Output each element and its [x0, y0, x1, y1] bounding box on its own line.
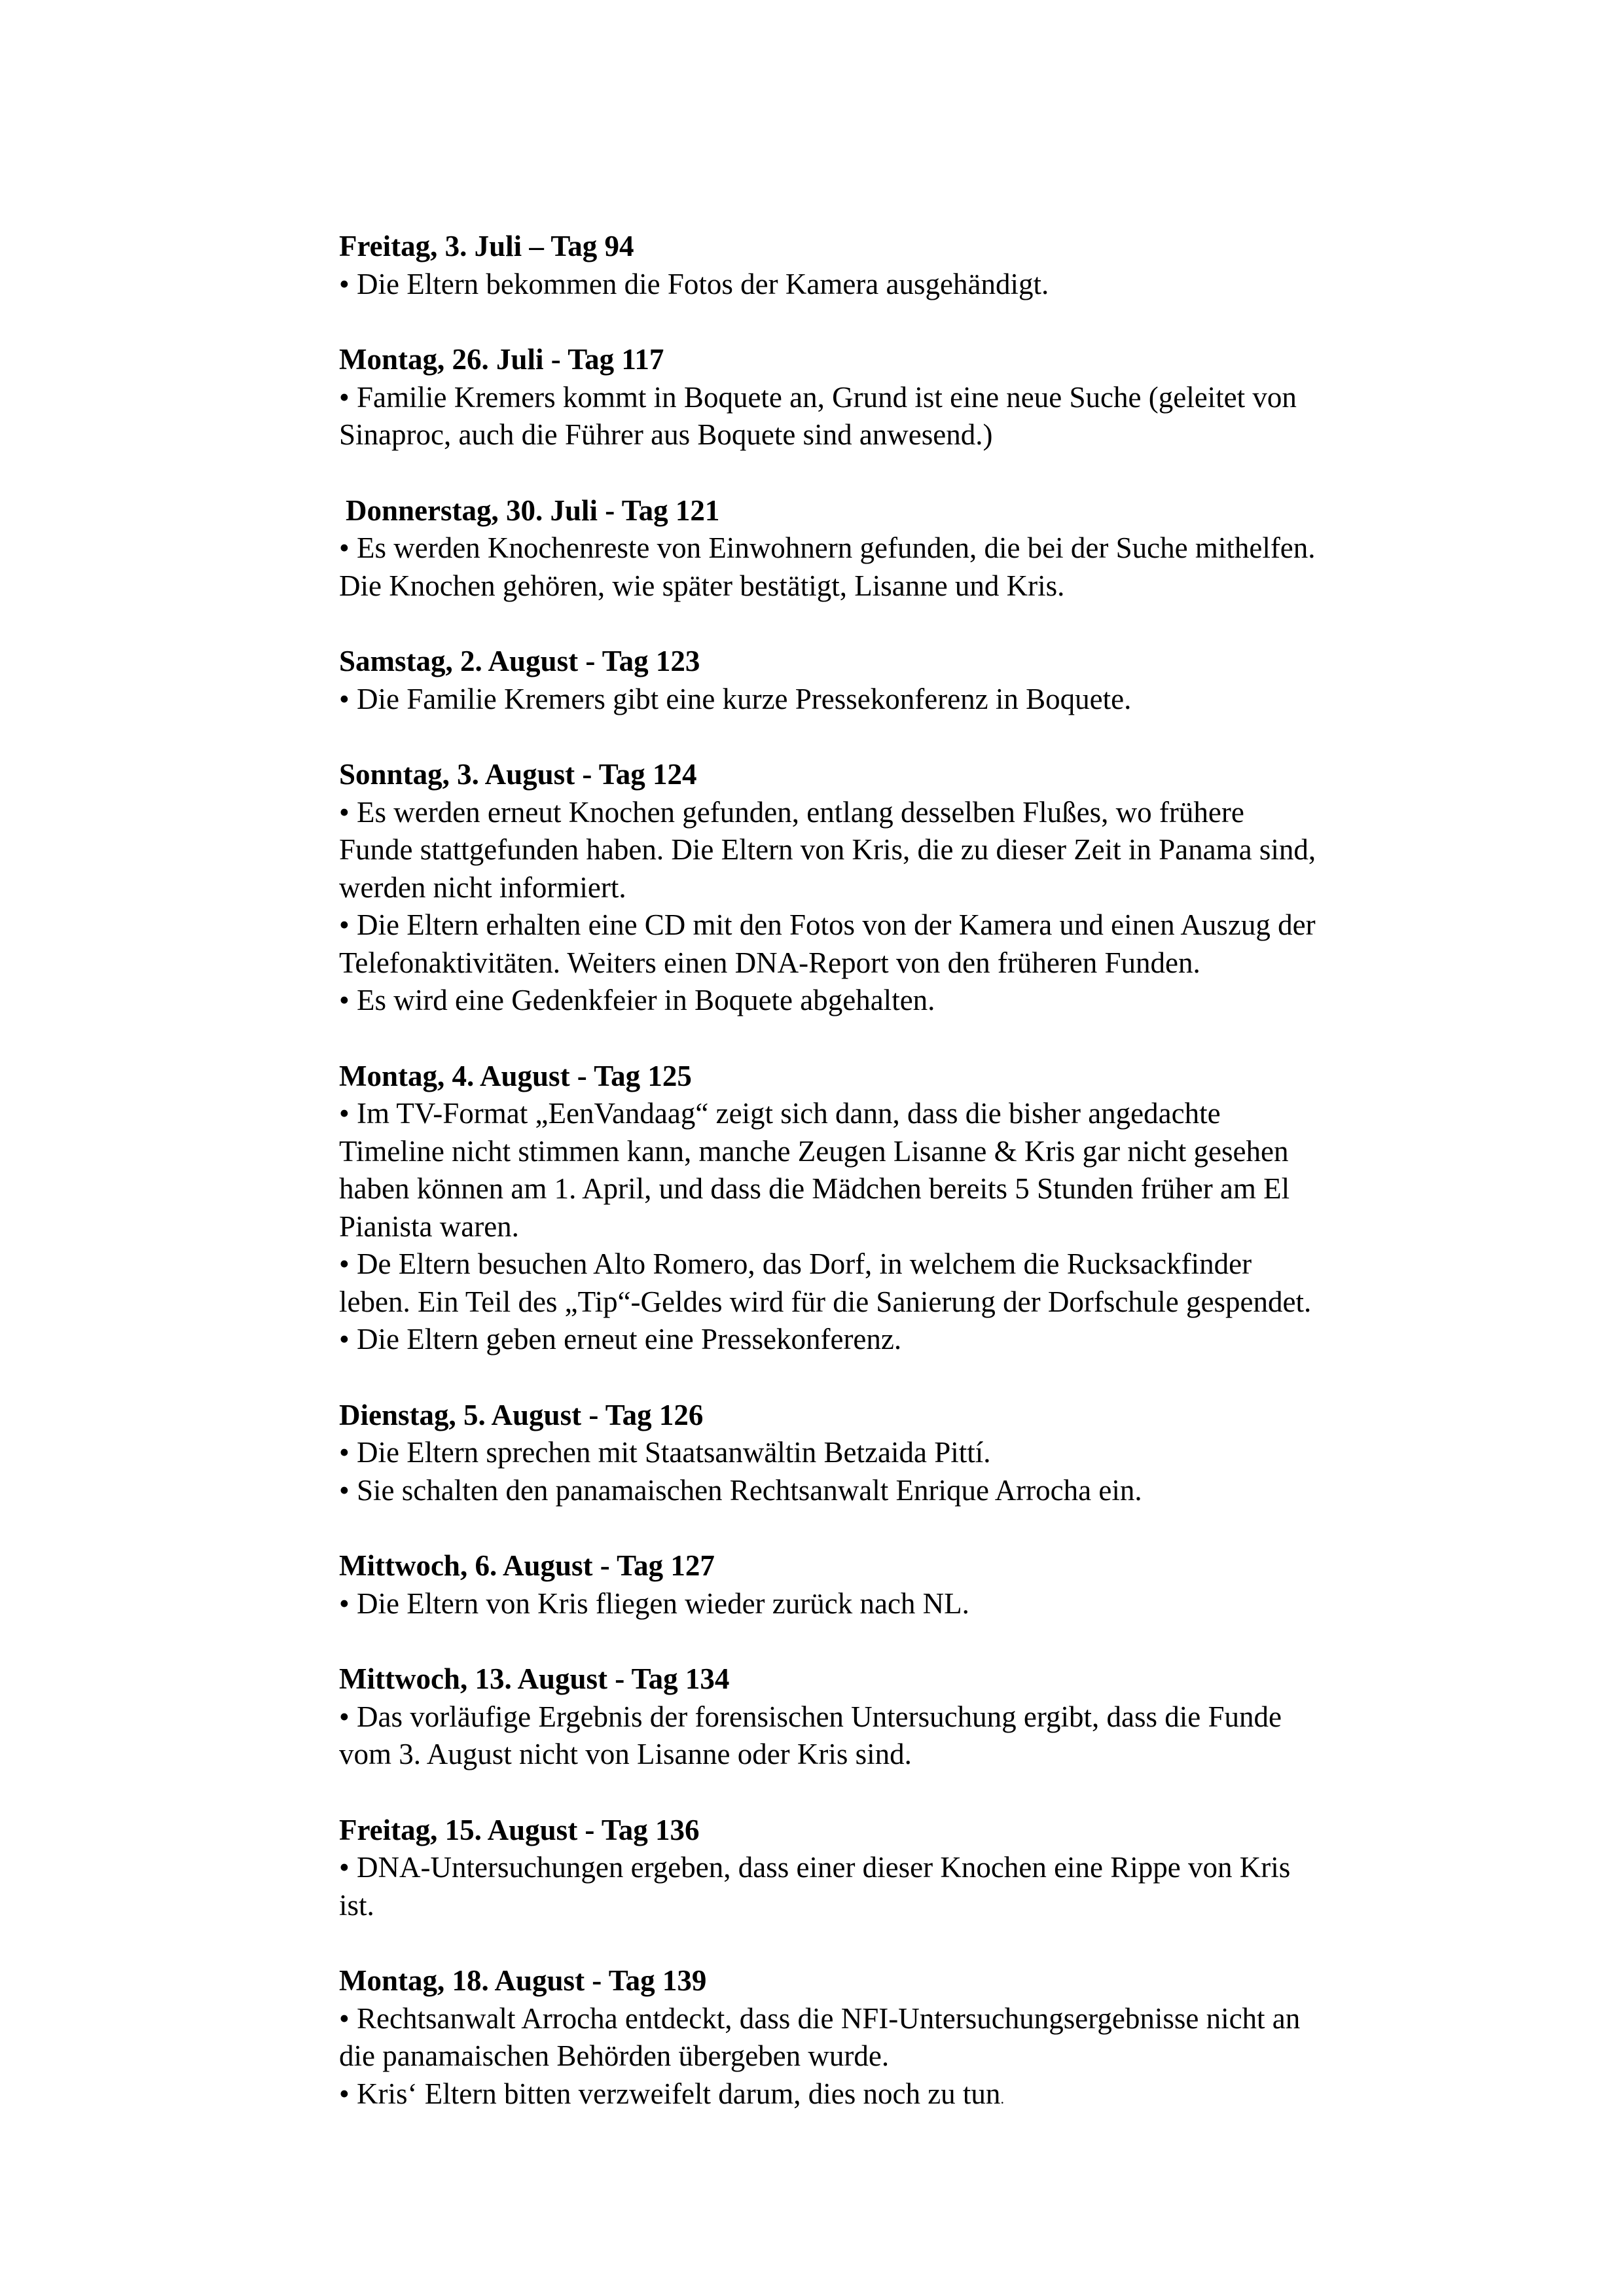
- entry-line-last: [339, 2075, 1465, 2118]
- entry-line-last-text: • Kris‘ Eltern bitten verzweifelt darum, dies noch zu tun: [339, 2077, 1001, 2110]
- timeline-entry: [339, 1660, 1465, 1774]
- entry-heading: Samstag, 2. August - Tag 123: [339, 645, 700, 677]
- entry-heading: Mittwoch, 13. August - Tag 134: [339, 1662, 730, 1695]
- entry-line: leben. Ein Teil des „Tip“-Geldes wird für die Sanierung der Dorfschule gespendet.: [339, 1285, 1312, 1318]
- entry-heading: Mittwoch, 6. August - Tag 127: [339, 1549, 715, 1582]
- entry-line: • Die Eltern geben erneut eine Pressekonferenz.: [339, 1323, 902, 1355]
- entry-line: • Das vorläufige Ergebnis der forensischen Untersuchung ergibt, dass die Funde: [339, 1700, 1282, 1733]
- entry-heading: Freitag, 15. August - Tag 136: [339, 1813, 700, 1846]
- timeline-entry: [339, 492, 1465, 605]
- entry-line: • Die Familie Kremers gibt eine kurze Pressekonferenz in Boquete.: [339, 682, 1132, 715]
- timeline-entry: [339, 341, 1465, 454]
- entry-heading: Dienstag, 5. August - Tag 126: [339, 1398, 704, 1431]
- entry-line: • Im TV-Format „EenVandaag“ zeigt sich dann, dass die bisher angedachte: [339, 1097, 1221, 1130]
- timeline-entry: [339, 756, 1465, 1020]
- timeline-entry: [339, 1058, 1465, 1359]
- entry-line-last-period: .: [1000, 2090, 1004, 2107]
- entry-line: Telefonaktivitäten. Weiters einen DNA-Report von den früheren Funden.: [339, 946, 1200, 979]
- entry-line: Die Knochen gehören, wie später bestätigt, Lisanne und Kris.: [339, 569, 1065, 602]
- entry-heading: Sonntag, 3. August - Tag 124: [339, 758, 697, 791]
- timeline-entry: [339, 1962, 1465, 2117]
- entry-heading: Montag, 4. August - Tag 125: [339, 1059, 692, 1092]
- entry-line: ist.: [339, 1888, 374, 1922]
- entry-heading: Donnerstag, 30. Juli - Tag 121: [346, 493, 720, 527]
- entry-heading: Freitag, 3. Juli – Tag 94: [339, 230, 634, 262]
- entry-line: Pianista waren.: [339, 1210, 519, 1243]
- timeline-entry: [339, 1397, 1465, 1510]
- entry-line: • Die Eltern von Kris fliegen wieder zurück nach NL.: [339, 1587, 969, 1620]
- entry-line: • De Eltern besuchen Alto Romero, das Dorf, in welchem die Rucksackfinder: [339, 1247, 1252, 1280]
- entry-line: • Familie Kremers kommt in Boquete an, Grund ist eine neue Suche (geleitet von: [339, 380, 1297, 414]
- entry-line: vom 3. August nicht von Lisanne oder Kris sind.: [339, 1738, 912, 1770]
- entry-line: • Die Eltern erhalten eine CD mit den Fotos von der Kamera und einen Auszug der: [339, 908, 1316, 941]
- entry-line: Sinaproc, auch die Führer aus Boquete sind anwesend.): [339, 418, 993, 451]
- entry-heading: Montag, 18. August - Tag 139: [339, 1964, 707, 1997]
- timeline-entry: [339, 1547, 1465, 1623]
- entry-line: die panamaischen Behörden übergeben wurde.: [339, 2039, 890, 2072]
- entry-line: Timeline nicht stimmen kann, manche Zeugen Lisanne & Kris gar nicht gesehen: [339, 1134, 1289, 1168]
- entry-line: • Es wird eine Gedenkfeier in Boquete abgehalten.: [339, 984, 935, 1016]
- entry-heading: Montag, 26. Juli - Tag 117: [339, 343, 664, 376]
- entry-line: • Es werden Knochenreste von Einwohnern gefunden, die bei der Suche mithelfen.: [339, 531, 1316, 564]
- entry-line: • Rechtsanwalt Arrocha entdeckt, dass die NFI-Untersuchungsergebnisse nicht an: [339, 2001, 1301, 2035]
- entry-line: Funde stattgefunden haben. Die Eltern von Kris, die zu dieser Zeit in Panama sind,: [339, 833, 1316, 866]
- timeline-entry: [339, 1812, 1465, 1925]
- timeline: [339, 228, 1465, 2155]
- entry-line: • Es werden erneut Knochen gefunden, entlang desselben Flußes, wo frühere: [339, 795, 1244, 829]
- timeline-entry: [339, 643, 1465, 718]
- entry-line: • DNA-Untersuchungen ergeben, dass einer dieser Knochen eine Rippe von Kris: [339, 1851, 1291, 1884]
- entry-line: werden nicht informiert.: [339, 870, 626, 904]
- entry-line: • Die Eltern sprechen mit Staatsanwältin Betzaida Pittí.: [339, 1436, 991, 1469]
- entry-line: • Die Eltern bekommen die Fotos der Kamera ausgehändigt.: [339, 267, 1049, 300]
- timeline-entry: [339, 228, 1465, 303]
- entry-line: • Sie schalten den panamaischen Rechtsanwalt Enrique Arrocha ein.: [339, 1473, 1142, 1507]
- entry-line: haben können am 1. April, und dass die Mädchen bereits 5 Stunden früher am El: [339, 1172, 1290, 1205]
